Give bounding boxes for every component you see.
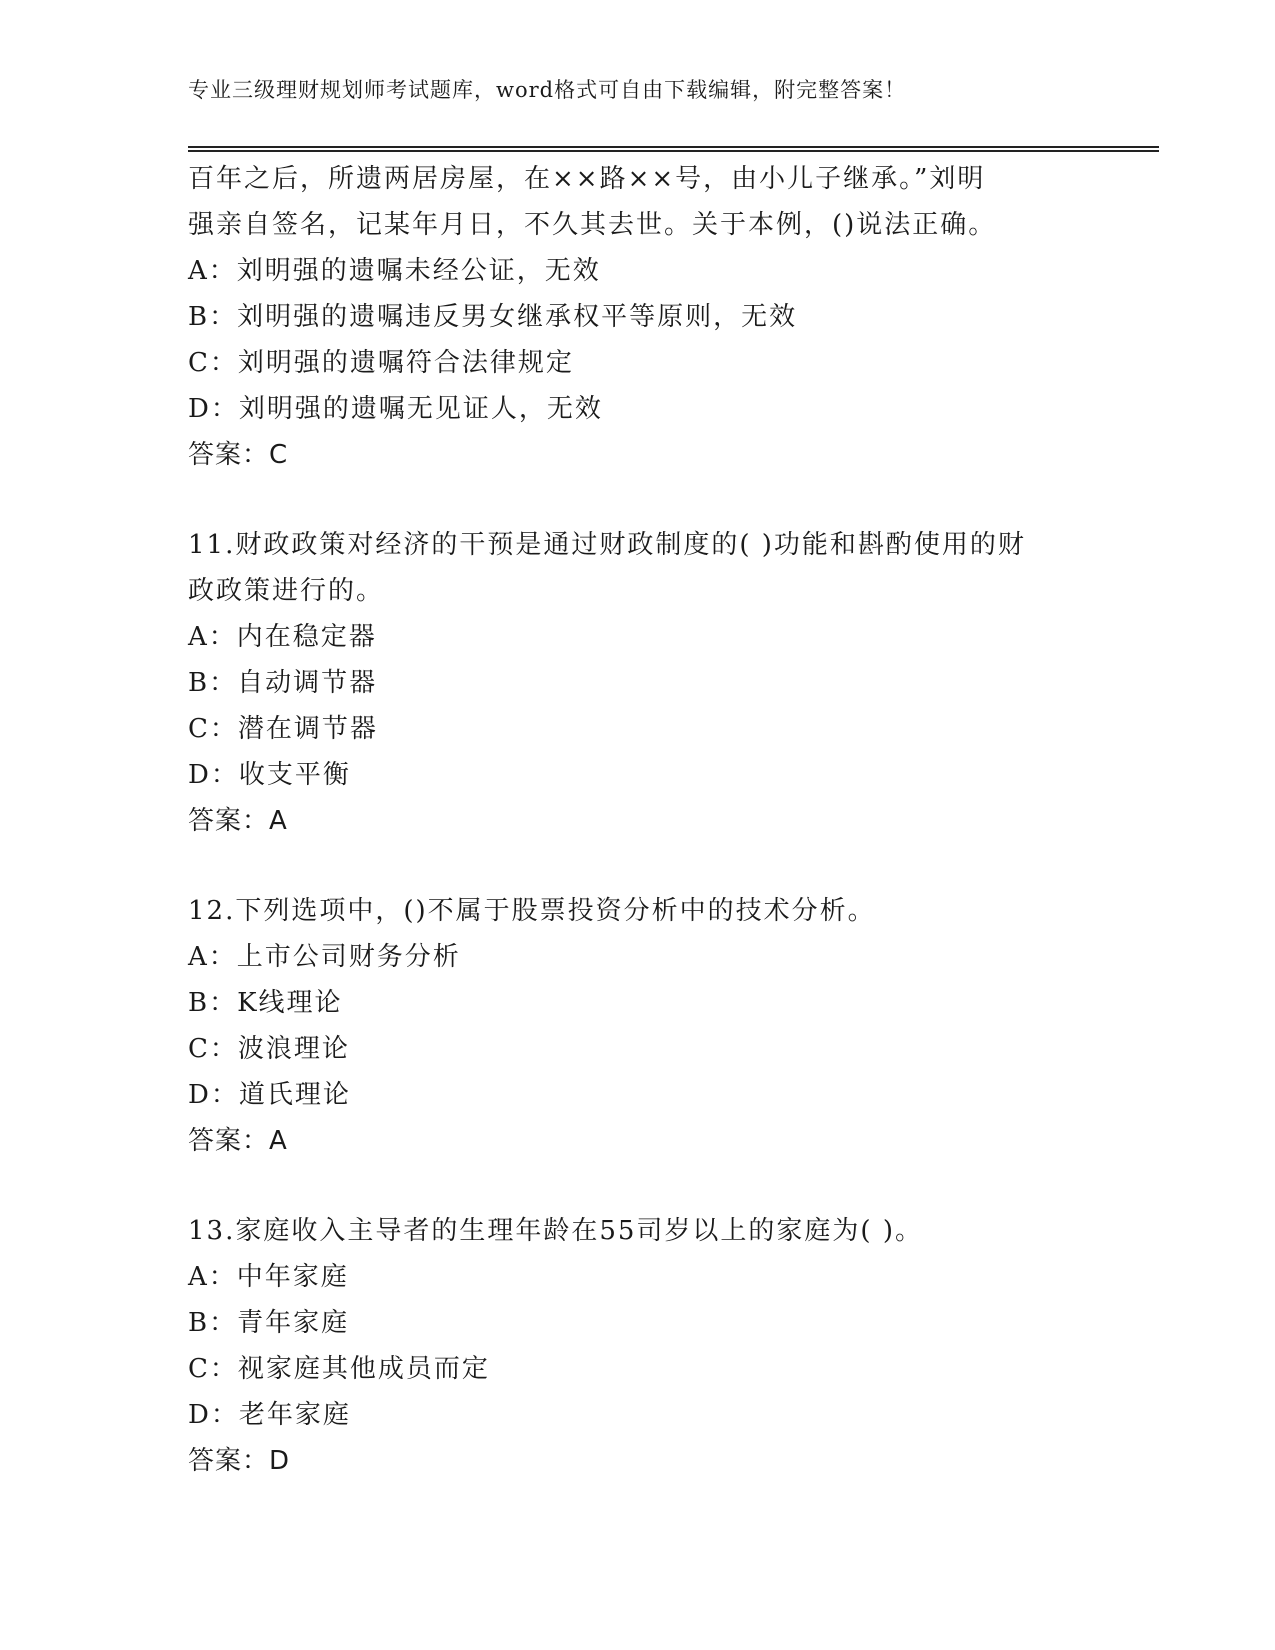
spacer (188, 844, 1088, 888)
answer-line: 答案：C (188, 440, 289, 470)
option-c: C：潜在调节器 (188, 714, 378, 744)
answer-line: 答案：D (188, 1446, 291, 1476)
answer-line: 答案：A (188, 1126, 288, 1156)
option-d: D：道氏理论 (188, 1080, 351, 1110)
question-text-line: 12.下列选项中，()不属于股票投资分析中的技术分析。 (188, 896, 876, 926)
question-list (188, 156, 1088, 1484)
question-text-line: 政政策进行的。 (188, 576, 385, 606)
option-c: C：视家庭其他成员而定 (188, 1354, 490, 1384)
page-header: 专业三级理财规划师考试题库，word格式可自由下载编辑，附完整答案！ (188, 78, 907, 102)
question-block-11 (188, 522, 1088, 844)
question-block-13 (188, 1208, 1088, 1484)
spacer (188, 1164, 1088, 1208)
option-d: D：刘明强的遗嘱无见证人，无效 (188, 394, 603, 424)
option-b: B：自动调节器 (188, 668, 378, 698)
option-b: B：刘明强的遗嘱违反男女继承权平等原则，无效 (188, 302, 798, 332)
option-a: A：内在稳定器 (188, 622, 377, 652)
question-text-line: 13.家庭收入主导者的生理年龄在55司岁以上的家庭为( )。 (188, 1216, 923, 1246)
option-a: A：刘明强的遗嘱未经公证，无效 (188, 256, 601, 286)
option-c: C：刘明强的遗嘱符合法律规定 (188, 348, 574, 378)
question-block-continued (188, 156, 1088, 478)
question-text-line: 强亲自签名，记某年月日，不久其去世。关于本例，()说法正确。 (188, 210, 997, 240)
option-d: D：收支平衡 (188, 760, 351, 790)
option-b: B：K线理论 (188, 988, 343, 1018)
question-text-line: 百年之后，所遗两居房屋，在××路××号，由小儿子继承。”刘明 (188, 164, 986, 194)
option-c: C：波浪理论 (188, 1034, 350, 1064)
option-b: B：青年家庭 (188, 1308, 350, 1338)
spacer (188, 478, 1088, 522)
option-a: A：上市公司财务分析 (188, 942, 461, 972)
option-d: D：老年家庭 (188, 1400, 351, 1430)
option-a: A：中年家庭 (188, 1262, 349, 1292)
answer-line: 答案：A (188, 806, 288, 836)
header-divider (188, 146, 1159, 152)
question-text-line: 11.财政政策对经济的干预是通过财政制度的( )功能和斟酌使用的财 (188, 530, 1026, 560)
question-block-12 (188, 888, 1088, 1164)
